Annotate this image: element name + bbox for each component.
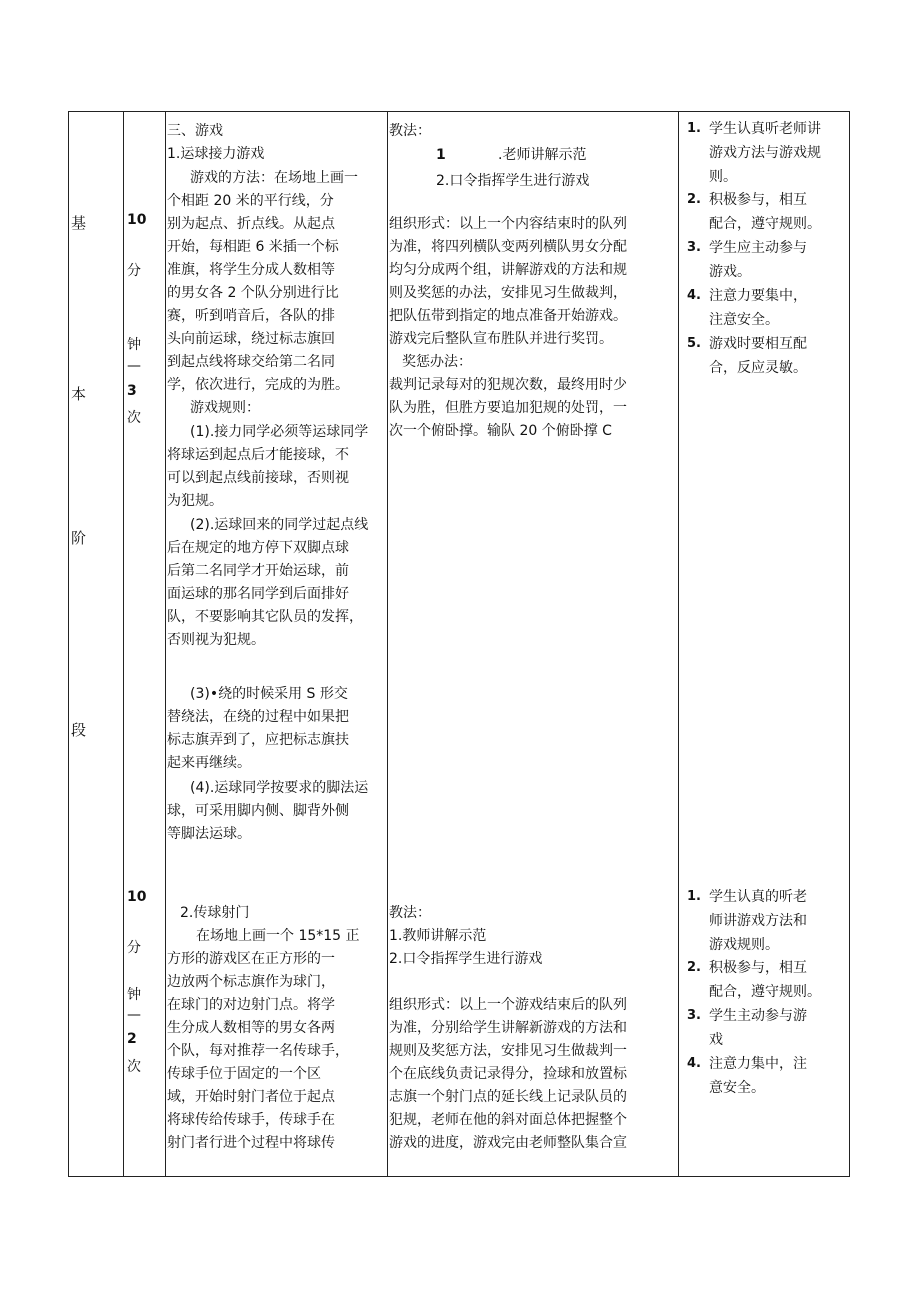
stage-char: 阶 bbox=[71, 529, 87, 547]
text-line: 在场地上画一个 15*15 正 bbox=[196, 928, 360, 944]
method-cell bbox=[388, 112, 679, 1177]
list-number: 1. bbox=[687, 121, 701, 136]
stage-char: 本 bbox=[71, 385, 87, 403]
time-text: 3 bbox=[127, 383, 137, 399]
text-line: (2).运球回来的同学过起点线 bbox=[190, 517, 369, 533]
text-line: 队，不要影响其它队员的发挥， bbox=[167, 609, 363, 625]
list-item-text: 游戏方法与游戏规 bbox=[709, 145, 821, 161]
text-line: 裁判记录每对的犯规次数，最终用时少 bbox=[389, 377, 627, 393]
content-cell bbox=[166, 112, 388, 1177]
list-item-text: 学生认真的听老 bbox=[709, 889, 807, 905]
text-line: 2.传球射门 bbox=[180, 905, 250, 921]
text-line: 次一个俯卧撑。输队 20 个俯卧撑 C bbox=[389, 423, 612, 439]
time-text: 10 bbox=[127, 889, 147, 905]
time-text: 次 bbox=[127, 410, 141, 426]
text-line: 传球手位于固定的一个区 bbox=[167, 1066, 321, 1082]
requirements-cell bbox=[679, 112, 850, 1177]
text-line: 准旗，将学生分成人数相等 bbox=[167, 262, 335, 278]
text-line: 奖惩办法： bbox=[402, 354, 472, 370]
text-line: 在球门的对边射门点。将学 bbox=[167, 997, 335, 1013]
text-line: 规则及奖惩方法，安排见习生做裁判一 bbox=[389, 1043, 627, 1059]
lesson-plan-table bbox=[68, 111, 850, 1177]
text-line: 犯规，老师在他的斜对面总体把握整个 bbox=[389, 1112, 627, 1128]
text-line: 等脚法运球。 bbox=[167, 826, 251, 842]
text-line: (4).运球同学按要求的脚法运 bbox=[190, 780, 369, 796]
stage-char: 段 bbox=[71, 721, 87, 739]
text-line: 组织形式：以上一个内容结束时的队列 bbox=[389, 216, 627, 232]
list-item-text: 则。 bbox=[709, 169, 737, 185]
time-text: — bbox=[127, 358, 141, 374]
text-line: 赛，听到哨音后，各队的排 bbox=[167, 308, 335, 324]
list-item-text: 配合，遵守规则。 bbox=[709, 984, 821, 1000]
text-line: .老师讲解示范 bbox=[498, 147, 587, 163]
text-line: 则及奖惩的办法，安排见习生做裁判， bbox=[389, 285, 627, 301]
text-line: 2.口令指挥学生进行游戏 bbox=[436, 173, 590, 189]
text-line: 将球运到起点后才能接球，不 bbox=[167, 447, 349, 463]
text-line: 可以到起点线前接球，否则视 bbox=[167, 470, 349, 486]
text-line: 游戏规则： bbox=[190, 400, 260, 416]
time-text: 2 bbox=[127, 1031, 137, 1047]
text-line: 后在规定的地方停下双脚点球 bbox=[167, 540, 349, 556]
text-line: 2.口令指挥学生进行游戏 bbox=[389, 951, 543, 967]
text-line: 起来再继续。 bbox=[167, 755, 251, 771]
text-line: 队为胜，但胜方要追加犯规的处罚，一 bbox=[389, 400, 627, 416]
list-number: 2. bbox=[687, 960, 701, 975]
time-text: 10 bbox=[127, 212, 147, 228]
text-line: 把队伍带到指定的地点准备开始游戏。 bbox=[389, 308, 627, 324]
list-item-text: 游戏规则。 bbox=[709, 937, 779, 953]
list-number: 2. bbox=[687, 192, 701, 207]
list-item-text: 游戏。 bbox=[709, 264, 751, 280]
text-line: 学，依次进行，完成的为胜。 bbox=[167, 377, 349, 393]
text-line: 到起点线将球交给第二名同 bbox=[167, 354, 335, 370]
text-line: 域，开始时射门者位于起点 bbox=[167, 1089, 335, 1105]
text-line: 游戏完后整队宣布胜队并进行奖罚。 bbox=[389, 331, 613, 347]
text-line: 1 bbox=[436, 147, 446, 163]
list-number: 5. bbox=[687, 336, 701, 351]
text-line: 游戏的进度，游戏完由老师整队集合宣 bbox=[389, 1135, 627, 1151]
text-line: 生分成人数相等的男女各两 bbox=[167, 1020, 335, 1036]
text-line: 开始，每相距 6 米插一个标 bbox=[167, 239, 339, 255]
text-line: (3)•绕的时候采用 S 形交 bbox=[190, 686, 348, 702]
list-number: 1. bbox=[687, 889, 701, 904]
text-line: 为准，分别给学生讲解新游戏的方法和 bbox=[389, 1020, 627, 1036]
text-line: 球，可采用脚内侧、脚背外侧 bbox=[167, 803, 349, 819]
text-line: 个在底线负责记录得分，捡球和放置标 bbox=[389, 1066, 627, 1082]
time-text: 次 bbox=[127, 1059, 141, 1075]
stage-cell bbox=[69, 112, 124, 1177]
list-number: 3. bbox=[687, 1008, 701, 1023]
list-item-text: 注意安全。 bbox=[709, 312, 779, 328]
text-line: 三、游戏 bbox=[167, 123, 223, 139]
list-item-text: 戏 bbox=[709, 1032, 723, 1048]
text-line: 别为起点、折点线。从起点 bbox=[167, 216, 335, 232]
text-line: 替绕法，在绕的过程中如果把 bbox=[167, 709, 349, 725]
time-text: 分 bbox=[127, 263, 141, 279]
text-line: (1).接力同学必须等运球同学 bbox=[190, 424, 369, 440]
time-text: 分 bbox=[127, 940, 141, 956]
text-line: 否则视为犯规。 bbox=[167, 632, 265, 648]
list-number: 3. bbox=[687, 240, 701, 255]
stage-char: 基 bbox=[71, 214, 87, 232]
text-line: 均匀分成两个组，讲解游戏的方法和规 bbox=[389, 262, 627, 278]
text-line: 方形的游戏区在正方形的一 bbox=[167, 951, 335, 967]
list-item-text: 学生应主动参与 bbox=[709, 240, 807, 256]
text-line: 1.运球接力游戏 bbox=[167, 146, 265, 162]
list-item-text: 学生主动参与游 bbox=[709, 1008, 807, 1024]
time-cell bbox=[124, 112, 166, 1177]
text-line: 志旗一个射门点的延长线上记录队员的 bbox=[389, 1089, 627, 1105]
text-line: 射门者行进个过程中将球传 bbox=[167, 1135, 335, 1151]
text-line: 为犯规。 bbox=[167, 493, 223, 509]
text-line: 后第二名同学才开始运球，前 bbox=[167, 563, 349, 579]
text-line: 面运球的那名同学到后面排好 bbox=[167, 586, 349, 602]
list-item-text: 师讲游戏方法和 bbox=[709, 913, 807, 929]
text-line: 教法： bbox=[389, 905, 431, 921]
text-line: 边放两个标志旗作为球门， bbox=[167, 974, 335, 990]
text-line: 组织形式：以上一个游戏结束后的队列 bbox=[389, 997, 627, 1013]
text-line: 头向前运球，绕过标志旗回 bbox=[167, 331, 335, 347]
text-line: 个队，每对推荐一名传球手， bbox=[167, 1043, 349, 1059]
list-item-text: 积极参与，相互 bbox=[709, 960, 807, 976]
time-text: — bbox=[127, 1007, 141, 1023]
text-line: 的男女各 2 个队分别进行比 bbox=[167, 285, 339, 301]
text-line: 教法： bbox=[389, 123, 431, 139]
list-item-text: 意安全。 bbox=[709, 1080, 765, 1096]
text-line: 标志旗弄到了，应把标志旗扶 bbox=[167, 732, 349, 748]
list-item-text: 合，反应灵敏。 bbox=[709, 360, 807, 376]
list-number: 4. bbox=[687, 1056, 701, 1071]
list-item-text: 积极参与，相互 bbox=[709, 192, 807, 208]
list-item-text: 配合，遵守规则。 bbox=[709, 216, 821, 232]
text-line: 游戏的方法：在场地上画一 bbox=[190, 170, 358, 186]
text-line: 将球传给传球手，传球手在 bbox=[167, 1112, 335, 1128]
list-item-text: 游戏时要相互配 bbox=[709, 336, 807, 352]
text-line: 个相距 20 米的平行线，分 bbox=[167, 193, 334, 209]
list-item-text: 注意力要集中， bbox=[709, 288, 807, 304]
text-line: 1.教师讲解示范 bbox=[389, 928, 487, 944]
list-item-text: 学生认真听老师讲 bbox=[709, 121, 821, 137]
time-text: 钟 bbox=[127, 337, 141, 353]
text-line: 为准，将四列横队变两列横队男女分配 bbox=[389, 239, 627, 255]
time-text: 钟 bbox=[127, 987, 141, 1003]
list-item-text: 注意力集中，注 bbox=[709, 1056, 807, 1072]
list-number: 4. bbox=[687, 288, 701, 303]
